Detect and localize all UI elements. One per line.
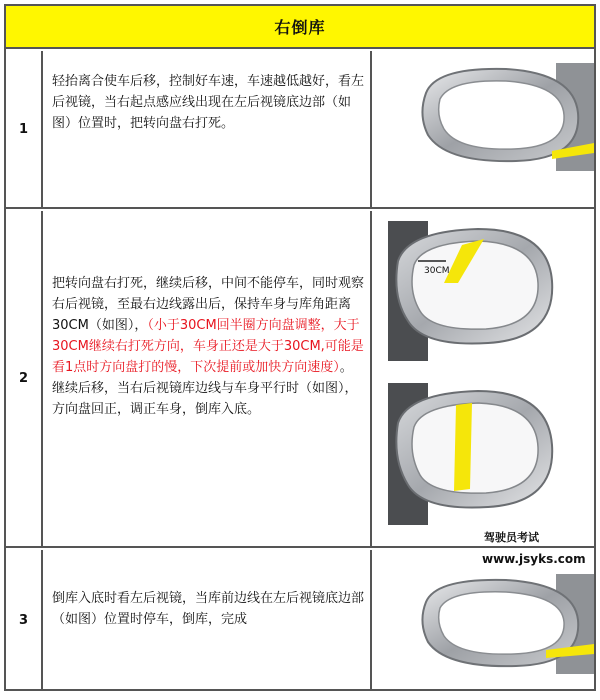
step-illustration: [374, 550, 594, 691]
step-description: [45, 550, 372, 691]
credit-name: 驾驶员考试: [484, 531, 539, 544]
step-warning-text: （小于30CM回半圈方向盘调整，大于30CM继续右打死方向，车身正还是大于30CM,可能是看1点时方向盘打的慢，下次提前或加快方向速度）: [52, 318, 364, 375]
step-number: 2: [6, 211, 43, 546]
left-mirror-image: [406, 574, 594, 674]
step-text: 把转向盘右打死，继续后移，中间不能停车，同时观察右后视镜，至最右边线露出后，保持车身与库角距离30CM（如图），: [52, 276, 365, 333]
table-row-3: [6, 550, 594, 691]
step-number: 3: [6, 550, 43, 691]
step-number: 1: [6, 51, 43, 207]
step-description: [45, 51, 372, 207]
step-text: 轻抬离合使车后移，控制好车速，车速越低越好，看左后视镜，当右起点感应线出现在左后视镜底边部（如图）位置时，把转向盘右打死。: [52, 74, 365, 131]
left-mirror-image: [406, 63, 594, 171]
step-text: 倒库入底时看左后视镜，当库前边线在左后视镜底边部（如图）位置时停车，倒库，完成: [52, 591, 365, 627]
mirror-glass: [439, 81, 564, 149]
mirror-glass: [412, 241, 538, 329]
table-title: 右倒库: [274, 18, 326, 37]
right-mirror-image-bottom: [388, 383, 558, 525]
mirror-glass: [412, 403, 538, 493]
distance-label: 30CM: [424, 266, 450, 276]
table-row-2: [6, 211, 594, 548]
step-illustration: [374, 51, 594, 207]
credit-url: www.jsyks.com: [482, 552, 586, 566]
right-mirror-image-top: [388, 221, 558, 361]
step-description: [45, 211, 372, 546]
table-title-bar: [6, 6, 594, 49]
guide-line: [454, 403, 472, 491]
mirror-glass: [439, 592, 564, 654]
step-text-continued: 。继续后移，当右后视镜库边线与车身平行时（如图），方向盘回正，调正车身，倒库入底。: [52, 360, 358, 417]
table: [4, 4, 596, 691]
step-illustration: [374, 211, 594, 546]
table-row-1: [6, 51, 594, 209]
